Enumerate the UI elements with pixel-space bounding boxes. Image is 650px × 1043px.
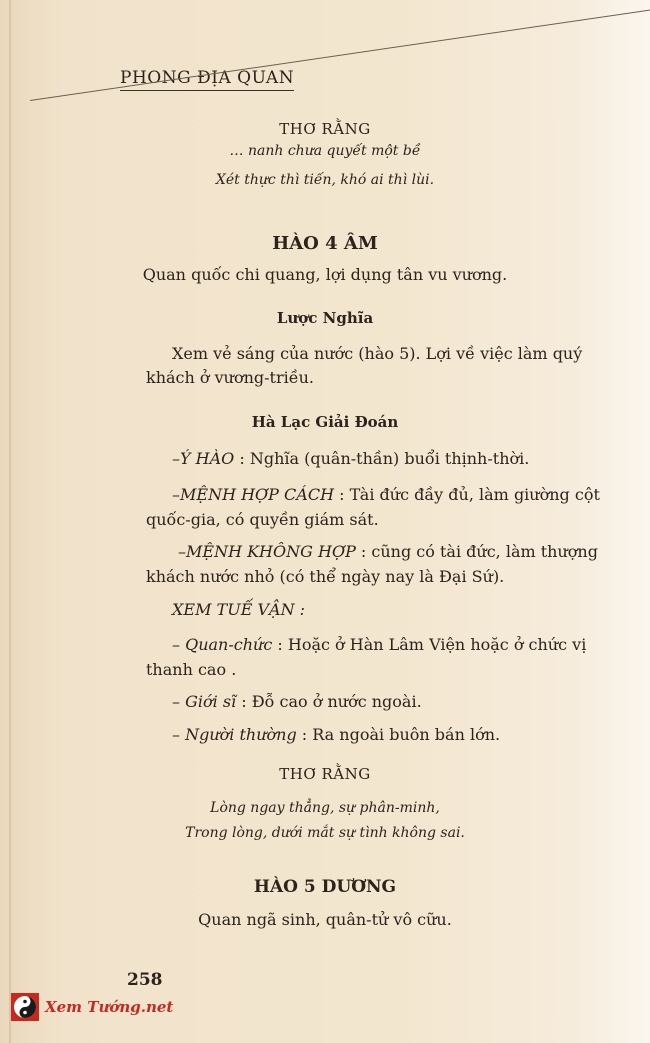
top-poem-title: THƠ RẰNG (279, 120, 371, 138)
quan-chuc-label: – Quan-chức (172, 635, 273, 654)
hao5-verse: Quan ngã sinh, quân-tử vô cữu. (198, 910, 452, 929)
luoc-nghia-heading: Lược Nghĩa (276, 309, 374, 327)
yin-yang-icon (11, 993, 39, 1021)
nguoi-thuong-label: – Người thường (172, 725, 297, 744)
menh-hop-line2: quốc-gia, có quyền giám sát. (146, 510, 379, 529)
menh-khong-hop-line2: khách nước nhỏ (có thể ngày nay là Đại Sứ). (146, 567, 505, 586)
luoc-nghia-line2: khách ở vương-triều. (146, 368, 314, 387)
y-hao-text: : Nghĩa (quân-thần) buổi thịnh-thời. (239, 449, 530, 468)
nguoi-thuong-entry (172, 723, 500, 747)
hao4-verse: Quan quốc chi quang, lợi dụng tân vu vương. (142, 265, 508, 284)
watermark-logo (11, 993, 173, 1021)
quan-chuc-line2: thanh cao . (146, 660, 237, 679)
gioi-si-entry (172, 690, 422, 714)
poem-line1: Lòng ngay thẳng, sự phân-minh, (210, 800, 440, 816)
running-header: PHONG ĐỊA QUAN (120, 68, 294, 91)
menh-hop-entry (172, 483, 600, 507)
gioi-si-text: : Đỗ cao ở nước ngoài. (241, 692, 422, 711)
luoc-nghia-line1: Xem vẻ sáng của nước (hào 5). Lợi về việc làm quý (172, 344, 583, 363)
giai-doan-heading: Hà Lạc Giải Đoán (251, 413, 399, 431)
menh-khong-hop-entry (178, 540, 598, 564)
page-number: 258 (127, 970, 163, 990)
nguoi-thuong-text: : Ra ngoài buôn bán lớn. (301, 725, 501, 744)
quan-chuc-entry (172, 633, 586, 657)
gioi-si-label: – Giới sĩ (172, 692, 237, 711)
menh-hop-text: : Tài đức đầy đủ, làm giường cột (339, 485, 600, 504)
y-hao-entry (172, 447, 529, 471)
y-hao-label: –Ý HÀO (172, 449, 235, 468)
poem-line2: Trong lòng, dưới mắt sự tình không sai. (185, 825, 465, 841)
menh-hop-label: –MỆNH HỢP CÁCH (172, 485, 335, 504)
top-poem-line1: … nanh chưa quyết một bề (229, 143, 421, 159)
menh-khong-hop-text: : cũng có tài đức, làm thượng (360, 542, 598, 561)
top-poem-line2: Xét thực thì tiến, khó ai thì lùi. (215, 172, 435, 188)
menh-khong-hop-label: –MỆNH KHÔNG HỢP (178, 542, 356, 561)
hao4-title: HÀO 4 ÂM (272, 233, 378, 254)
watermark-text: Xem Tướng.net (45, 998, 174, 1016)
poem-title: THƠ RẰNG (279, 765, 371, 783)
hao5-title: HÀO 5 DƯƠNG (253, 877, 397, 897)
page-crease-line (30, 8, 650, 101)
tue-van-heading: XEM TUẾ VẬN : (172, 600, 306, 619)
quan-chuc-text: : Hoặc ở Hàn Lâm Viện hoặc ở chức vị (277, 635, 587, 654)
